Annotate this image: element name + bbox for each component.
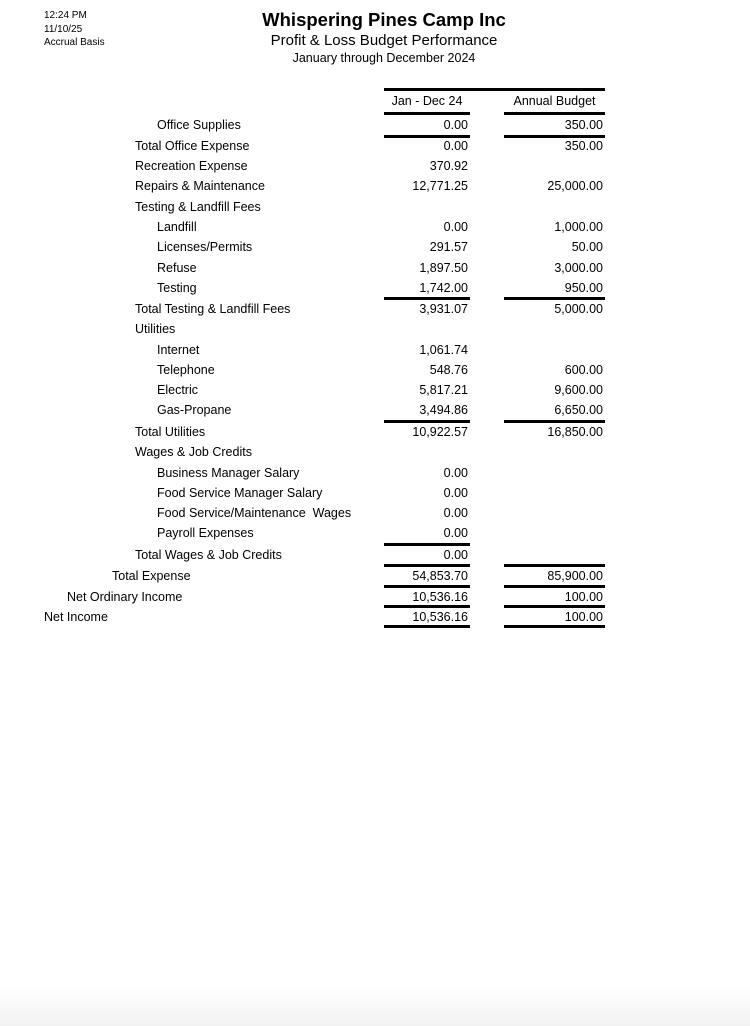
rule-budget	[504, 605, 605, 608]
row-label: Testing & Landfill Fees	[135, 200, 261, 214]
table-row	[0, 524, 750, 544]
row-actual: 0.00	[443, 139, 468, 153]
table-row	[0, 381, 750, 401]
row-actual: 291.57	[429, 240, 468, 254]
table-row	[0, 320, 750, 340]
table-row	[0, 401, 750, 421]
row-actual: 0.00	[443, 506, 468, 520]
row-budget: 350.00	[564, 139, 603, 153]
row-actual: 12,771.25	[412, 179, 468, 193]
row-actual: 0.00	[443, 486, 468, 500]
table-row	[0, 443, 750, 463]
report-title: Profit & Loss Budget Performance	[270, 32, 498, 49]
row-label: Total Testing & Landfill Fees	[135, 302, 291, 316]
table-row	[0, 116, 750, 136]
row-actual: 10,922.57	[412, 425, 468, 439]
header-rule-actual	[384, 112, 470, 115]
row-budget: 16,850.00	[547, 425, 603, 439]
row-label: Total Utilities	[135, 425, 206, 439]
rule-budget	[504, 135, 605, 138]
page-bottom-shade	[0, 986, 750, 1026]
rule-actual	[384, 625, 470, 628]
table-row	[0, 361, 750, 381]
rule-actual	[384, 605, 470, 608]
column-header-budget: Annual Budget	[513, 94, 596, 108]
row-actual: 5,817.21	[419, 383, 468, 397]
row-budget: 9,600.00	[554, 383, 603, 397]
table-row	[0, 198, 750, 218]
row-actual: 0.00	[443, 526, 468, 540]
row-budget: 85,900.00	[547, 569, 603, 583]
table-row	[0, 341, 750, 361]
rule-actual	[384, 297, 470, 300]
row-actual: 0.00	[443, 220, 468, 234]
row-budget: 6,650.00	[554, 403, 603, 417]
row-budget: 600.00	[564, 363, 603, 377]
rule-actual	[384, 420, 470, 423]
row-budget: 100.00	[564, 610, 603, 624]
rule-budget	[504, 420, 605, 423]
row-label: Utilities	[135, 322, 176, 336]
table-row	[0, 504, 750, 524]
row-label: Internet	[157, 343, 200, 357]
table-row	[0, 137, 750, 157]
row-budget: 100.00	[564, 590, 603, 604]
row-label: Total Office Expense	[135, 139, 250, 153]
row-budget: 25,000.00	[547, 179, 603, 193]
rule-budget	[504, 564, 605, 567]
row-label: Net Income	[44, 610, 108, 624]
row-label: Total Wages & Job Credits	[135, 548, 282, 562]
row-actual: 1,897.50	[419, 261, 468, 275]
row-actual: 1,742.00	[419, 281, 468, 295]
report-time: 12:24 PM	[44, 10, 87, 21]
rule-budget	[504, 585, 605, 588]
table-row	[0, 238, 750, 258]
row-label: Repairs & Maintenance	[135, 179, 265, 193]
table-row	[0, 608, 750, 628]
row-budget: 5,000.00	[554, 302, 603, 316]
row-actual: 1,061.74	[419, 343, 468, 357]
row-label: Food Service/Maintenance Wages	[157, 506, 352, 520]
table-row	[0, 157, 750, 177]
table-row	[0, 588, 750, 608]
row-actual: 10,536.16	[412, 590, 468, 604]
rule-actual	[384, 543, 470, 546]
rule-budget	[504, 625, 605, 628]
row-actual: 3,931.07	[419, 302, 468, 316]
row-actual: 370.92	[429, 159, 468, 173]
report-basis: Accrual Basis	[44, 37, 105, 48]
table-row	[0, 423, 750, 443]
row-label: Food Service Manager Salary	[157, 486, 323, 500]
table-row	[0, 177, 750, 197]
table-row	[0, 546, 750, 566]
table-row	[0, 259, 750, 279]
row-label: Gas-Propane	[157, 403, 232, 417]
row-label: Electric	[157, 383, 198, 397]
row-budget: 3,000.00	[554, 261, 603, 275]
table-row	[0, 484, 750, 504]
row-budget: 50.00	[571, 240, 603, 254]
report-date: 11/10/25	[44, 23, 83, 35]
row-actual: 0.00	[443, 548, 468, 562]
row-label: Telephone	[157, 363, 215, 377]
row-label: Net Ordinary Income	[67, 590, 183, 604]
rule-actual	[384, 585, 470, 588]
table-row	[0, 567, 750, 587]
row-label: Office Supplies	[157, 118, 241, 132]
table-row	[0, 218, 750, 238]
row-label: Wages & Job Credits	[135, 445, 252, 459]
report-header	[234, 9, 534, 67]
row-budget: 350.00	[564, 118, 603, 132]
row-label: Payroll Expenses	[157, 526, 254, 540]
rule-actual	[384, 564, 470, 567]
rule-budget	[504, 297, 605, 300]
row-actual: 548.76	[429, 363, 468, 377]
row-label: Licenses/Permits	[157, 240, 253, 254]
column-header-actual: Jan - Dec 24	[391, 94, 463, 108]
row-actual: 0.00	[443, 466, 468, 480]
report-period: January through December 2024	[292, 51, 476, 65]
row-actual: 10,536.16	[412, 610, 468, 624]
table-row	[0, 464, 750, 484]
row-label: Business Manager Salary	[157, 466, 300, 480]
row-label: Total Expense	[112, 569, 191, 583]
row-label: Testing	[157, 281, 197, 295]
row-actual: 3,494.86	[419, 403, 468, 417]
report-meta	[44, 9, 105, 50]
row-label: Recreation Expense	[135, 159, 248, 173]
row-label: Refuse	[157, 261, 197, 275]
row-budget: 950.00	[564, 281, 603, 295]
row-actual: 0.00	[443, 118, 468, 132]
row-actual: 54,853.70	[412, 569, 468, 583]
header-top-rule	[384, 88, 605, 91]
row-label: Landfill	[157, 220, 197, 234]
table-row	[0, 279, 750, 299]
row-budget: 1,000.00	[554, 220, 603, 234]
table-row	[0, 300, 750, 320]
rule-actual	[384, 135, 470, 138]
header-rule-budget	[504, 112, 605, 115]
company-name: Whispering Pines Camp Inc	[262, 9, 506, 30]
